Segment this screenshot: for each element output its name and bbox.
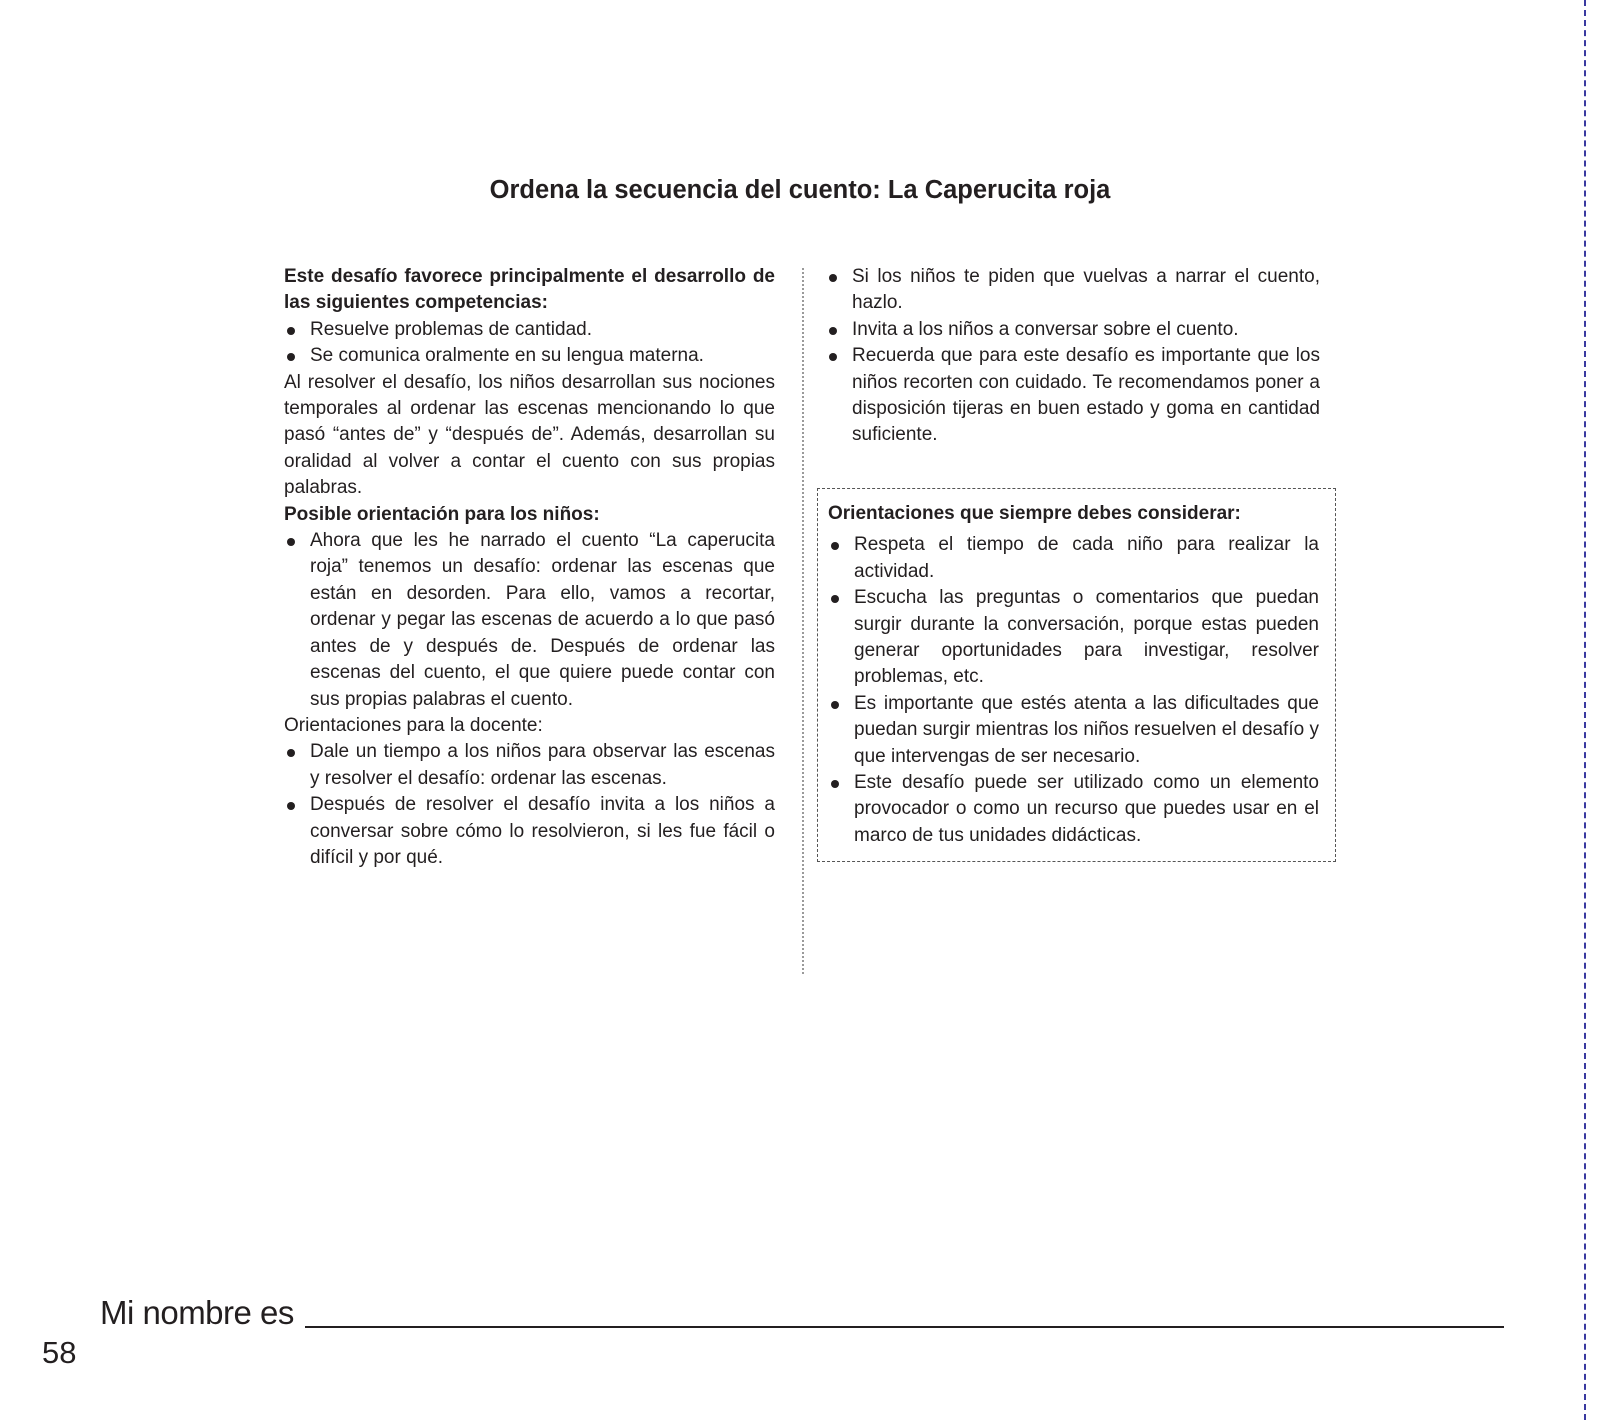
competencias-heading: Este desafío favorece principalmente el desarrollo de las siguientes competencias:	[284, 266, 775, 314]
cut-line	[1584, 0, 1586, 1420]
list-item: Después de resolver el desafío invita a los niños a conversar sobre cómo lo resolvieron, si les fue fácil o difícil y por qué.	[284, 792, 775, 871]
list-item: Si los niños te piden que vuelvas a narrar el cuento, hazlo.	[826, 264, 1320, 317]
docente-list	[284, 739, 775, 871]
name-field-line[interactable]	[305, 1326, 1504, 1328]
list-item: Este desafío puede ser utilizado como un elemento provocador o como un recurso que puedes usar en el marco de tus unidades didácticas.	[828, 770, 1319, 849]
list-item: Ahora que les he narrado el cuento “La caperucita roja” tenemos un desafío: ordenar las escenas que están en desorden. Para ello, vamos a recortar, ordenar y pegar las escenas de acuerdo a lo que pasó antes de y después de. Después de ordenar las escenas del cuento, el que quiere puede contar con sus propias palabras el cuento.	[284, 528, 775, 713]
right-column	[826, 264, 1320, 449]
right-list	[826, 264, 1320, 449]
tips-heading: Orientaciones que siempre debes considerar:	[828, 503, 1241, 524]
orientacion-heading: Posible orientación para los niños:	[284, 503, 600, 525]
page-title: Ordena la secuencia del cuento: La Caperucita roja	[489, 176, 1111, 204]
competencias-list	[284, 317, 775, 370]
column-divider	[802, 268, 804, 974]
list-item: Es importante que estés atenta a las dificultades que puedan surgir mientras los niños resuelven el desafío y que intervengas de ser necesario.	[828, 691, 1319, 770]
list-item: Recuerda que para este desafío es importante que los niños recorten con cuidado. Te recomendamos poner a disposición tijeras en buen estado y goma en cantidad suficiente.	[826, 343, 1320, 449]
list-item: Invita a los niños a conversar sobre el cuento.	[826, 317, 1320, 343]
intro-paragraph: Al resolver el desafío, los niños desarrollan sus nociones temporales al ordenar las escenas mencionando lo que pasó “antes de” y “después de”. Además, desarrollan su oralidad al volver a contar el cuento con sus propias palabras.	[284, 371, 775, 499]
list-item: Se comunica oralmente en su lengua materna.	[284, 343, 775, 369]
list-item: Escucha las preguntas o comentarios que puedan surgir durante la conversación, porque estas pueden generar oportunidades para investigar, resolver problemas, etc.	[828, 585, 1319, 691]
name-label: Mi nombre es	[100, 1294, 294, 1331]
docente-heading: Orientaciones para la docente:	[284, 714, 543, 736]
tips-list	[828, 532, 1319, 849]
list-item: Dale un tiempo a los niños para observar las escenas y resolver el desafío: ordenar las escenas.	[284, 739, 775, 792]
list-item: Respeta el tiempo de cada niño para realizar la actividad.	[828, 532, 1319, 585]
tips-box	[817, 488, 1336, 862]
orientacion-list	[284, 528, 775, 713]
page-number: 58	[42, 1335, 77, 1370]
list-item: Resuelve problemas de cantidad.	[284, 317, 775, 343]
left-column	[284, 264, 775, 871]
